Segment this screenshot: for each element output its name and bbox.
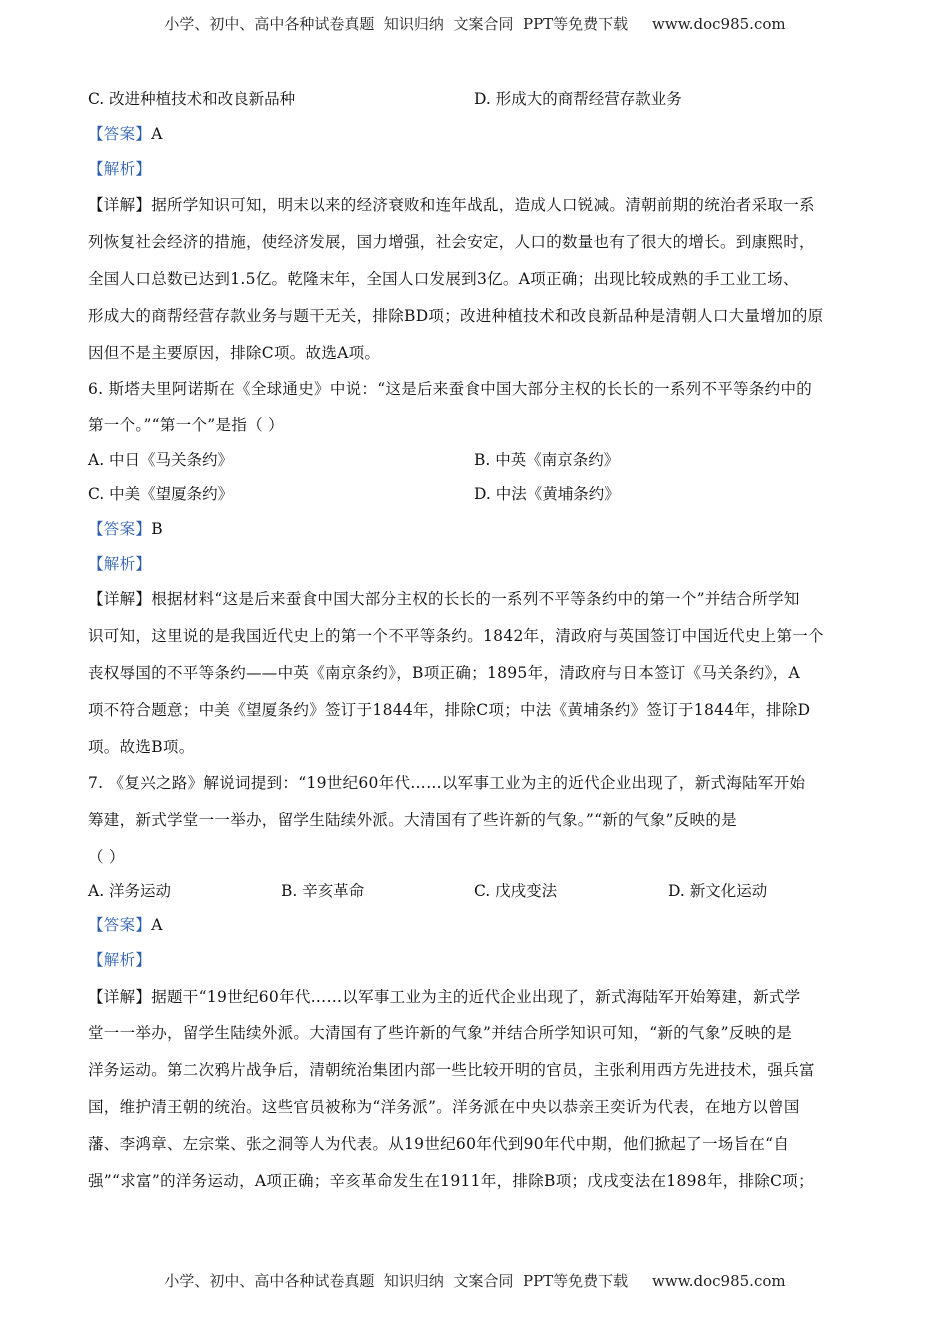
- detail-text: 根据材料“这是后来蚕食中国大部分主权的长长的一系列不平等条约中的第一个”并结合所学知: [151, 590, 800, 608]
- q7-stem-line: 筹建，新式学堂一一举办，留学生陆续外派。大清国有了些许新的气象。”“新的气象”反映的是: [88, 811, 737, 829]
- answer-value: B: [151, 520, 163, 538]
- answer-value: A: [151, 916, 163, 934]
- answer-tag: 【答案】: [88, 520, 152, 538]
- q7-stem-line: （ ）: [88, 848, 125, 866]
- detail-text: 据所学知识可知，明末以来的经济衰败和连年战乱，造成人口锐减。清朝前期的统治者采取一系: [151, 196, 815, 214]
- q7-option-b: B. 辛亥革命: [281, 882, 365, 900]
- q6-stem-line: 第一个。”“第一个”是指（ ）: [88, 416, 284, 434]
- q7-stem-line: 7. 《复兴之路》解说词提到：“19世纪60年代……以军事工业为主的近代企业出现了，新式海陆军开始: [88, 774, 806, 792]
- q6-answer: [88, 519, 163, 539]
- q6-detail-line: 识可知，这里说的是我国近代史上的第一个不平等条约。1842年，清政府与英国签订中国近代史上第一个: [88, 627, 824, 645]
- q7-option-c: C. 戊戌变法: [474, 882, 558, 900]
- answer-value: A: [151, 125, 163, 143]
- q7-detail-line: 强”“求富”的洋务运动，A项正确；辛亥革命发生在1911年，排除B项；戊戌变法在1898年，排除C项；: [88, 1172, 814, 1190]
- q5-detail-line: [88, 195, 815, 215]
- q6-option-d: D. 中法《黄埔条约》: [474, 485, 620, 503]
- q5-option-d: D. 形成大的商帮经营存款业务: [474, 90, 682, 108]
- detail-tag: 【详解】: [88, 196, 152, 214]
- q5-detail-line: 全国人口总数已达到1.5亿。乾隆末年，全国人口发展到3亿。A项正确；出现比较成熟的手工业工场、: [88, 270, 799, 288]
- q7-detail-line: [88, 987, 800, 1007]
- q5-option-c: C. 改进种植技术和改良新品种: [88, 90, 296, 108]
- q7-detail-line: 堂一一举办，留学生陆续外派。大清国有了些许新的气象”并结合所学知识可知，“新的气象”反映的是: [88, 1024, 793, 1042]
- page-header: 小学、初中、高中各种试卷真题 知识归纳 文案合同 PPT等免费下载 www.doc985.com: [164, 15, 786, 33]
- q5-detail-line: 因但不是主要原因，排除C项。故选A项。: [88, 344, 381, 362]
- q7-option-d: D. 新文化运动: [668, 882, 768, 900]
- q5-analysis-tag: 【解析】: [88, 160, 152, 178]
- q7-detail-line: 洋务运动。第二次鸦片战争后，清朝统治集团内部一些比较开明的官员，主张利用西方先进技术，强兵富: [88, 1061, 815, 1079]
- q7-option-a: A. 洋务运动: [88, 882, 172, 900]
- q6-detail-line: 丧权辱国的不平等条约——中英《南京条约》，B项正确；1895年，清政府与日本签订《马关条约》，A: [88, 664, 800, 682]
- q6-analysis-tag: 【解析】: [88, 555, 152, 573]
- q5-detail-line: 列恢复社会经济的措施，使经济发展，国力增强，社会安定，人口的数量也有了很大的增长。到康熙时，: [88, 233, 815, 251]
- q6-detail-line: 项。故选B项。: [88, 738, 195, 756]
- answer-tag: 【答案】: [88, 916, 152, 934]
- page-footer: 小学、初中、高中各种试卷真题 知识归纳 文案合同 PPT等免费下载 www.doc985.com: [164, 1272, 786, 1290]
- q6-detail-line: 项不符合题意；中美《望厦条约》签订于1844年，排除C项；中法《黄埔条约》签订于1844年，排除D: [88, 701, 811, 719]
- q5-detail-line: 形成大的商帮经营存款业务与题干无关，排除BD项；改进种植技术和改良新品种是清朝人口大量增加的原: [88, 307, 824, 325]
- q7-answer: [88, 915, 163, 935]
- detail-tag: 【详解】: [88, 590, 152, 608]
- q7-analysis-tag: 【解析】: [88, 951, 152, 969]
- q6-option-c: C. 中美《望厦条约》: [88, 485, 234, 503]
- q7-detail-line: 藩、李鸿章、左宗棠、张之洞等人为代表。从19世纪60年代到90年代中期，他们掀起了一场旨在“自: [88, 1135, 790, 1153]
- answer-tag: 【答案】: [88, 125, 152, 143]
- q6-stem-line: 6. 斯塔夫里阿诺斯在《全球通史》中说：“这是后来蚕食中国大部分主权的长长的一系列不平等条约中的: [88, 380, 813, 398]
- q6-option-b: B. 中英《南京条约》: [474, 451, 620, 469]
- q6-detail-line: [88, 589, 800, 609]
- q6-option-a: A. 中日《马关条约》: [88, 451, 234, 469]
- detail-text: 据题干“19世纪60年代……以军事工业为主的近代企业出现了，新式海陆军开始筹建，新式学: [151, 988, 801, 1006]
- q5-answer: [88, 124, 163, 144]
- q7-detail-line: 国，维护清王朝的统治。这些官员被称为“洋务派”。洋务派在中央以恭亲王奕䜣为代表，在地方以曾国: [88, 1098, 800, 1116]
- detail-tag: 【详解】: [88, 988, 152, 1006]
